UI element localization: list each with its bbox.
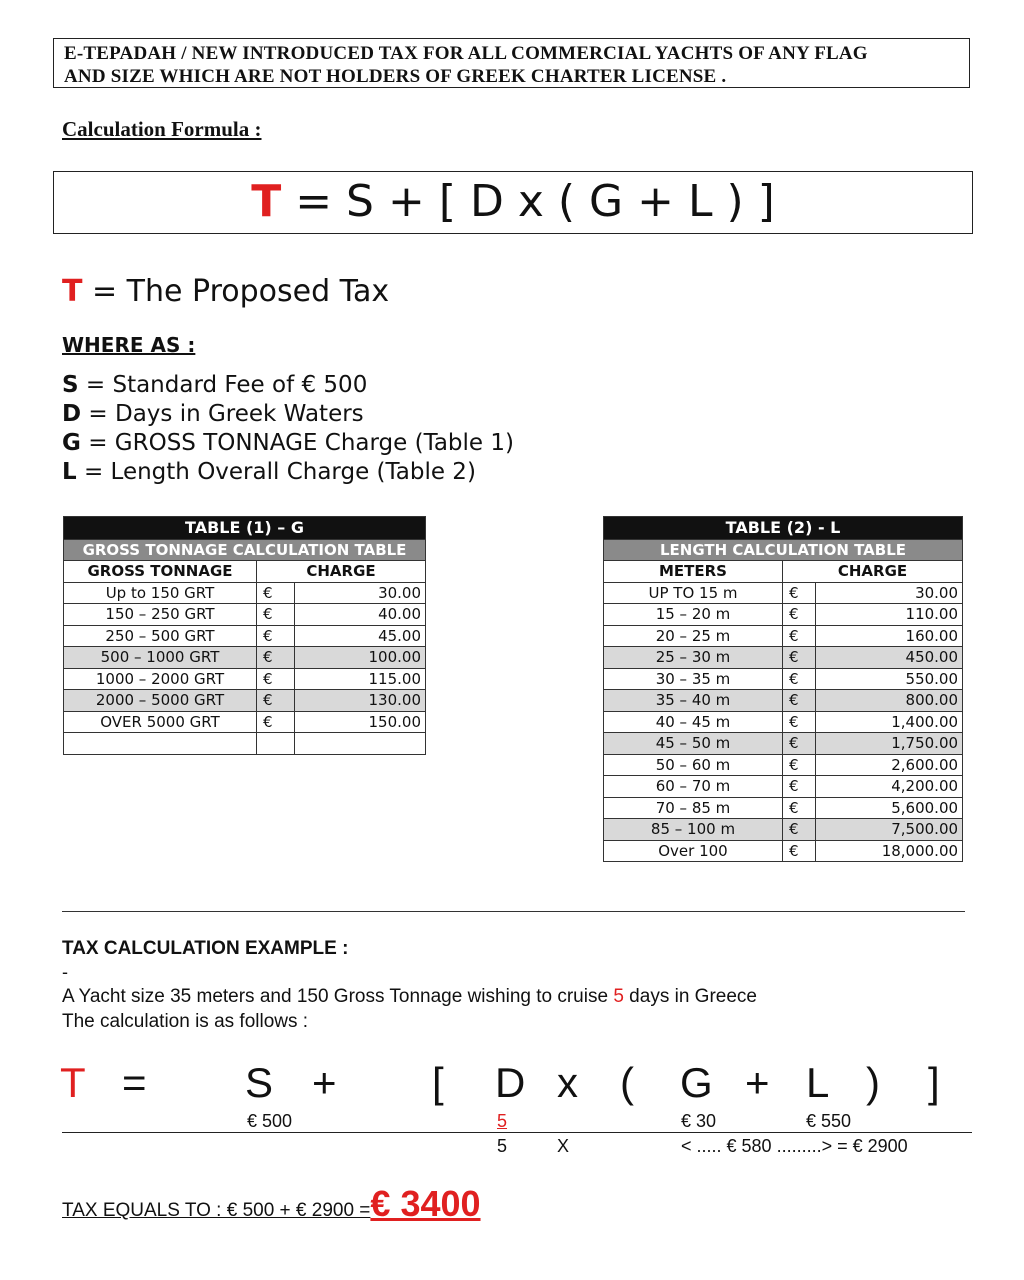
range-cell: 30 – 35 m — [604, 668, 783, 690]
currency-cell: € — [257, 647, 295, 669]
table2-col-meters: METERS — [604, 561, 783, 583]
table-row — [604, 711, 963, 733]
range-cell: 50 – 60 m — [604, 754, 783, 776]
charge-cell: 450.00 — [816, 647, 963, 669]
range-cell: 60 – 70 m — [604, 776, 783, 798]
definition-symbol: G — [62, 430, 81, 456]
range-cell: 45 – 50 m — [604, 733, 783, 755]
definition-l — [62, 459, 476, 485]
table1-title: TABLE (1) – G — [64, 517, 426, 540]
definition-symbol: S — [62, 372, 79, 398]
example-right-bracket: ] — [928, 1059, 940, 1106]
table1-subtitle: GROSS TONNAGE CALCULATION TABLE — [64, 540, 426, 561]
currency-cell: € — [783, 625, 816, 647]
definition-text: = Standard Fee of € 500 — [78, 372, 368, 398]
range-cell: 2000 – 5000 GRT — [64, 690, 257, 712]
charge-cell: 100.00 — [295, 647, 426, 669]
currency-cell: € — [257, 668, 295, 690]
charge-cell: 800.00 — [816, 690, 963, 712]
t-definition-text: = The Proposed Tax — [82, 274, 390, 309]
example-row2-d: 5 — [497, 1136, 508, 1156]
tax-total — [62, 1183, 481, 1225]
currency-cell: € — [783, 711, 816, 733]
example-row2-x: X — [557, 1136, 570, 1156]
example-text-b: days in Greece — [623, 986, 757, 1007]
charge-cell: 7,500.00 — [816, 819, 963, 841]
t-symbol: T — [62, 274, 83, 309]
example-left-paren: ( — [620, 1059, 634, 1106]
table1-col-gross-tonnage: GROSS TONNAGE — [64, 561, 257, 583]
example-dash: - — [62, 962, 68, 982]
charge-cell: 5,600.00 — [816, 797, 963, 819]
currency-cell: € — [783, 733, 816, 755]
charge-cell: 45.00 — [295, 625, 426, 647]
table-row — [604, 647, 963, 669]
table2-subtitle: LENGTH CALCULATION TABLE — [604, 540, 963, 561]
table-row — [604, 625, 963, 647]
example-equals: = — [122, 1059, 147, 1106]
formula-box — [53, 171, 973, 234]
range-cell: 35 – 40 m — [604, 690, 783, 712]
table-row — [64, 604, 426, 626]
example-row2-sum: < ..... € 580 .........> = € 2900 — [681, 1136, 908, 1156]
range-cell: 40 – 45 m — [604, 711, 783, 733]
example-x: x — [557, 1059, 578, 1106]
charge-cell: 18,000.00 — [816, 840, 963, 862]
charge-cell: 30.00 — [816, 582, 963, 604]
formula-expression: = S + [ D x ( G + L ) ] — [281, 176, 775, 227]
example-description — [62, 986, 757, 1008]
currency-cell: € — [257, 711, 295, 733]
range-cell: 15 – 20 m — [604, 604, 783, 626]
charge-cell: 110.00 — [816, 604, 963, 626]
currency-cell: € — [783, 754, 816, 776]
range-cell: 250 – 500 GRT — [64, 625, 257, 647]
example-underline — [62, 1132, 972, 1133]
example-value-g: € 30 — [681, 1111, 717, 1131]
table-row — [64, 582, 426, 604]
table-row — [604, 668, 963, 690]
definition-s — [62, 372, 367, 398]
example-d: D — [495, 1059, 526, 1106]
charge-cell: 550.00 — [816, 668, 963, 690]
formula-t: T — [251, 176, 282, 227]
example-right-paren: ) — [866, 1059, 880, 1106]
currency-cell: € — [783, 647, 816, 669]
currency-cell: € — [257, 625, 295, 647]
length-table — [603, 516, 963, 862]
currency-cell: € — [783, 668, 816, 690]
example-value-d: 5 — [497, 1111, 508, 1131]
charge-cell: 30.00 — [295, 582, 426, 604]
currency-cell: € — [783, 690, 816, 712]
example-value-s: € 500 — [247, 1111, 293, 1131]
charge-cell: 1,750.00 — [816, 733, 963, 755]
definition-symbol: D — [62, 401, 82, 427]
table-row-empty — [64, 733, 426, 755]
tax-total-label: TAX EQUALS TO : € 500 + € 2900 = — [62, 1200, 371, 1221]
definition-text: = GROSS TONNAGE Charge (Table 1) — [80, 430, 514, 456]
example-days: 5 — [613, 986, 624, 1007]
range-cell: 85 – 100 m — [604, 819, 783, 841]
currency-cell: € — [783, 797, 816, 819]
example-s: S — [245, 1059, 274, 1106]
currency-cell: € — [783, 582, 816, 604]
definition-d — [62, 401, 364, 427]
charge-cell: 130.00 — [295, 690, 426, 712]
currency-cell: € — [257, 582, 295, 604]
calculation-formula-heading: Calculation Formula : — [62, 117, 262, 141]
example-heading: TAX CALCULATION EXAMPLE : — [62, 938, 349, 959]
table-row — [604, 776, 963, 798]
table-row — [64, 690, 426, 712]
currency-cell: € — [257, 604, 295, 626]
charge-cell: 1,400.00 — [816, 711, 963, 733]
tax-total-amount: € 3400 — [370, 1183, 481, 1224]
header-line-1: E-TEPADAH / NEW INTRODUCED TAX FOR ALL COMMERCIAL YACHTS OF ANY FLAG — [64, 43, 868, 64]
example-text-a: A Yacht size 35 meters and 150 Gross Tonnage wishing to cruise — [62, 986, 614, 1007]
definition-g — [62, 430, 514, 456]
currency-cell: € — [783, 776, 816, 798]
example-follows: The calculation is as follows : — [62, 1011, 309, 1032]
example-g: G — [680, 1059, 713, 1106]
example-l: L — [806, 1059, 830, 1106]
charge-cell: 4,200.00 — [816, 776, 963, 798]
table-row — [604, 840, 963, 862]
table2-title: TABLE (2) - L — [604, 517, 963, 540]
range-cell: 25 – 30 m — [604, 647, 783, 669]
document-header — [53, 38, 970, 88]
table-row — [604, 733, 963, 755]
range-cell: 150 – 250 GRT — [64, 604, 257, 626]
table1-col-charge: CHARGE — [257, 561, 426, 583]
definition-text: = Length Overall Charge (Table 2) — [76, 459, 476, 485]
t-definition — [62, 274, 389, 309]
table-row — [604, 754, 963, 776]
table-row — [604, 819, 963, 841]
table2-col-charge: CHARGE — [783, 561, 963, 583]
currency-cell: € — [783, 604, 816, 626]
table-row — [64, 625, 426, 647]
table-row — [604, 582, 963, 604]
table-row — [604, 690, 963, 712]
currency-cell: € — [783, 840, 816, 862]
gross-tonnage-table — [63, 516, 426, 755]
charge-cell: 150.00 — [295, 711, 426, 733]
range-cell: UP TO 15 m — [604, 582, 783, 604]
range-cell: 20 – 25 m — [604, 625, 783, 647]
range-cell: OVER 5000 GRT — [64, 711, 257, 733]
example-value-l: € 550 — [806, 1111, 852, 1131]
charge-cell: 40.00 — [295, 604, 426, 626]
definition-text: = Days in Greek Waters — [81, 401, 364, 427]
charge-cell: 115.00 — [295, 668, 426, 690]
range-cell: 1000 – 2000 GRT — [64, 668, 257, 690]
example-plus-2: + — [745, 1059, 770, 1106]
example-left-bracket: [ — [432, 1059, 444, 1106]
header-line-2: AND SIZE WHICH ARE NOT HOLDERS OF GREEK CHARTER LICENSE . — [64, 66, 727, 87]
table-row — [64, 668, 426, 690]
table-row — [604, 604, 963, 626]
where-as-heading: WHERE AS : — [62, 333, 196, 357]
example-t: T — [60, 1059, 86, 1106]
table-row — [64, 647, 426, 669]
range-cell: Up to 150 GRT — [64, 582, 257, 604]
example-plus-1: + — [312, 1059, 337, 1106]
definition-symbol: L — [62, 459, 77, 485]
charge-cell: 160.00 — [816, 625, 963, 647]
range-cell: 500 – 1000 GRT — [64, 647, 257, 669]
currency-cell: € — [257, 690, 295, 712]
range-cell: 70 – 85 m — [604, 797, 783, 819]
currency-cell: € — [783, 819, 816, 841]
table-row — [64, 711, 426, 733]
range-cell: Over 100 — [604, 840, 783, 862]
table-row — [604, 797, 963, 819]
section-divider — [62, 911, 965, 912]
charge-cell: 2,600.00 — [816, 754, 963, 776]
